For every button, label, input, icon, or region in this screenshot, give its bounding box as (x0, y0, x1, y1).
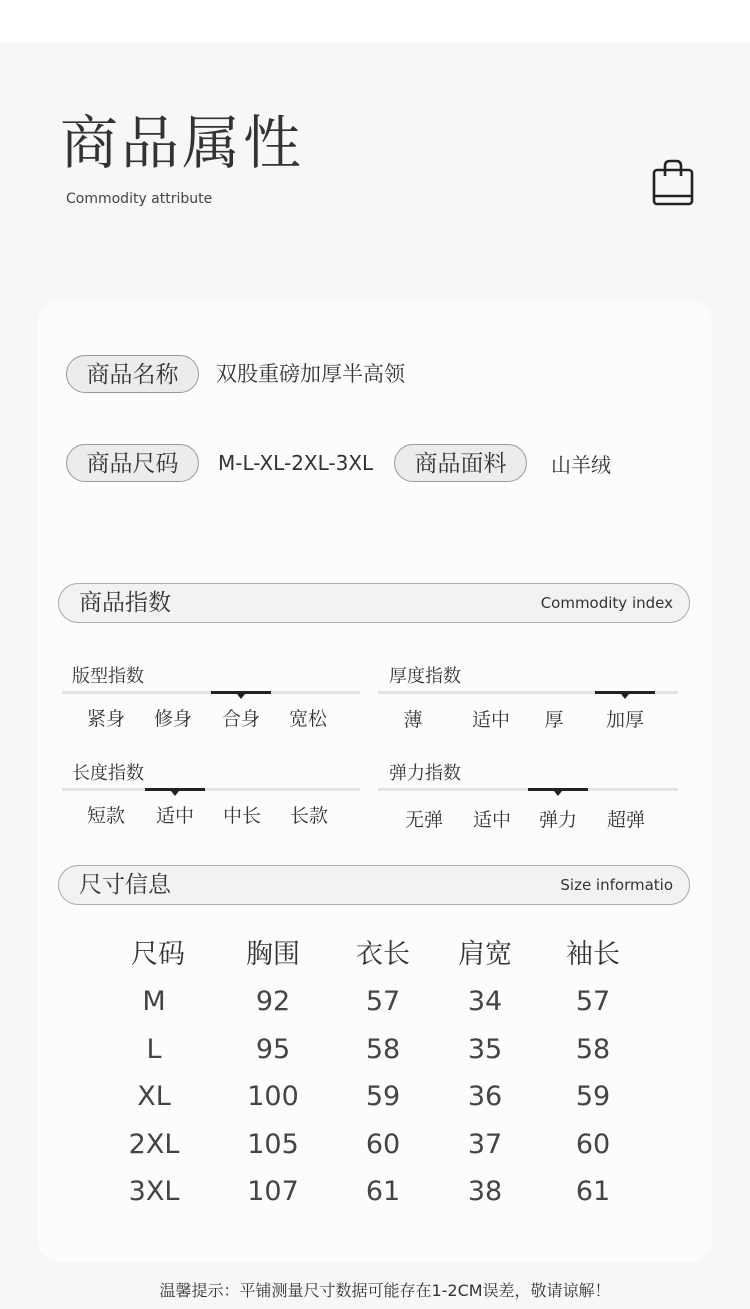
size-info-title-en: Size informatio (560, 876, 673, 894)
size-table-header: 袖长 (566, 939, 620, 970)
size-table-cell: 61 (575, 1176, 611, 1207)
size-table-cell: M (142, 986, 166, 1017)
size-table-cell: 107 (247, 1176, 299, 1207)
size-info-header (58, 865, 690, 905)
index-option: 厚 (544, 709, 564, 731)
product-name-value: 双股重磅加厚半高领 (216, 362, 405, 386)
size-table-cell: 34 (467, 986, 503, 1017)
product-size-value: M-L-XL-2XL-3XL (218, 451, 374, 475)
shopping-bag-icon (650, 158, 696, 208)
size-table-cell: 38 (467, 1176, 503, 1207)
size-table-cell: 2XL (128, 1129, 180, 1160)
commodity-index-header (58, 583, 690, 623)
index-selected-pointer (554, 791, 562, 796)
index-option: 长款 (289, 805, 328, 827)
size-table-cell: 60 (365, 1129, 401, 1160)
size-table-cell: 59 (575, 1081, 611, 1112)
page-subtitle: Commodity attribute (66, 191, 213, 207)
index-option: 宽松 (288, 708, 327, 730)
product-name-label: 商品名称 (66, 355, 199, 393)
index-option: 短款 (86, 805, 125, 827)
size-table-cell: XL (137, 1081, 171, 1112)
size-table-header: 尺码 (131, 939, 185, 970)
size-table-header: 肩宽 (458, 939, 512, 970)
size-table-header: 胸围 (246, 939, 300, 970)
page-title: 商品属性 (60, 109, 305, 177)
index-group-label: 弹力指数 (389, 763, 461, 784)
index-option: 无弹 (404, 809, 443, 831)
size-table-cell: 92 (255, 986, 291, 1017)
index-group-label: 厚度指数 (389, 666, 461, 687)
index-option: 弹力 (538, 809, 577, 831)
index-group-label: 版型指数 (72, 666, 144, 687)
size-table-cell: 58 (575, 1034, 611, 1065)
size-table-cell: 58 (365, 1034, 401, 1065)
size-table-cell: 61 (365, 1176, 401, 1207)
commodity-index-title: 商品指数 (79, 590, 171, 616)
size-table-cell: 105 (247, 1129, 299, 1160)
measurement-notice: 温馨提示：平铺测量尺寸数据可能存在1-2CM误差，敬请谅解！ (159, 1281, 611, 1300)
index-group-label: 长度指数 (72, 763, 144, 784)
size-table-cell: 57 (365, 986, 401, 1017)
index-option: 超弹 (606, 809, 645, 831)
index-option: 合身 (221, 708, 260, 730)
size-table-cell: L (146, 1034, 162, 1065)
product-fabric-label: 商品面料 (394, 444, 527, 482)
size-table-cell: 37 (467, 1129, 503, 1160)
index-selected-pointer (237, 694, 245, 699)
size-info-title: 尺寸信息 (79, 872, 171, 898)
size-table-cell: 100 (247, 1081, 299, 1112)
top-strip (0, 0, 750, 42)
index-option: 适中 (472, 809, 511, 831)
index-option: 修身 (153, 708, 192, 730)
size-table-cell: 57 (575, 986, 611, 1017)
commodity-index-title-en: Commodity index (540, 594, 673, 612)
index-option: 适中 (155, 805, 194, 827)
index-option: 中长 (222, 805, 261, 827)
index-scale-line (62, 788, 360, 791)
size-table-cell: 36 (467, 1081, 503, 1112)
size-table-cell: 3XL (128, 1176, 180, 1207)
product-size-label: 商品尺码 (66, 444, 199, 482)
size-table-cell: 95 (255, 1034, 291, 1065)
size-table-header: 衣长 (356, 939, 410, 970)
index-option: 适中 (471, 709, 510, 731)
size-table-cell: 59 (365, 1081, 401, 1112)
size-table-cell: 35 (467, 1034, 503, 1065)
index-selected-pointer (621, 694, 629, 699)
index-option: 加厚 (605, 709, 644, 731)
index-option: 薄 (403, 709, 423, 731)
index-selected-pointer (171, 791, 179, 796)
index-option: 紧身 (86, 708, 125, 730)
size-table-cell: 60 (575, 1129, 611, 1160)
product-fabric-value: 山羊绒 (551, 453, 611, 477)
